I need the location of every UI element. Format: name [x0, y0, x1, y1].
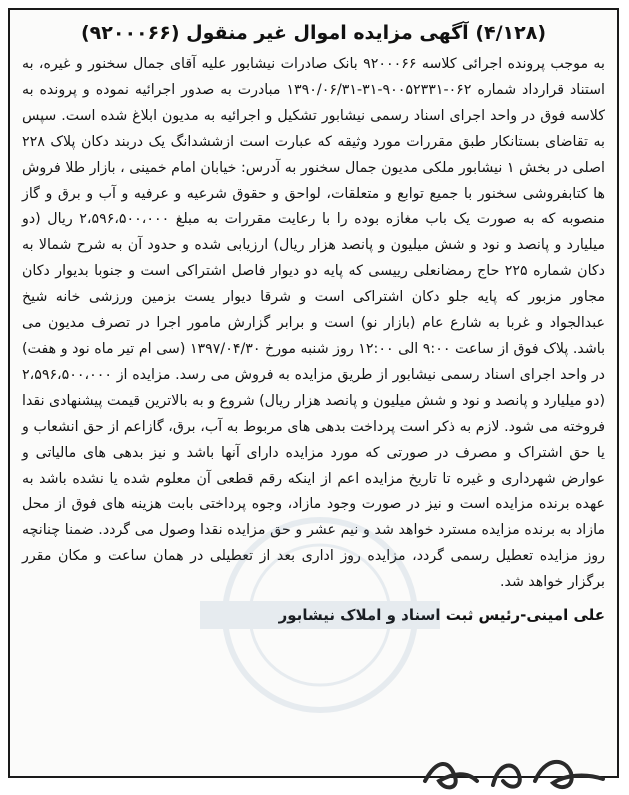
- auction-notice: [8, 8, 619, 778]
- notice-title: (۴/۱۲۸) آگهی مزایده اموال غیر منقول (۹۲۰۰۰۶۶): [80, 22, 547, 44]
- handwritten-number-mark: [415, 751, 615, 795]
- notice-body: به موجب پرونده اجرائی کلاسه ۹۲۰۰۰۶۶ بانک صادرات نیشابور علیه آقای جمال سخنور و غیره، به استناد قرارداد شماره ۰۶۲-۹۰۰۵۲۳۳۱-۳۱-۱۳۹۰/۰۶/۳۱ مبادرت به صدور اجرائیه نموده و پرونده به کلاسه فوق در واحد اجرای اسناد رسمی نیشابور تشکیل و اجرائیه به مدیون ابلاغ شده است. سپس به تقاضای بستانکار طبق مقررات مورد وثیقه که عبارت است ازششدانگ یک دربند دکان پلاک ۲۲۸ اصلی در بخش ۱ نیشابور ملکی مدیون جمال سخنور به آدرس: خیابان امام خمینی ، بازار طلا فروش ها کتابفروشی سخنور با جمیع توابع و متعلقات، لواحق و حقوق شرعیه و عرفیه و آب و برق و گاز منصوبه که به صورت یک باب مغازه بوده را با رعایت مقررات به مبلغ ۲،۵۹۶،۵۰۰،۰۰۰ ریال (دو میلیارد و پانصد و نود و شش میلیون و پانصد هزار ریال) ارزیابی شده و حدود آن به شرح شمالا به دکان شماره ۲۲۵ حاج رمضانعلی رییسی که پایه دو دیوار فاصل اشتراکی است و جنوبا بدیوار دکان مجاور مزبور که پایه جلو دکان اشتراکی است و شرقا دیوار یست بزمین ورزشی خانه شیخ عبدالجواد و غربا به شارع عام (بازار نو) است و برابر گزارش مامور اجرا در تصرف مدیون می باشد. پلاک فوق از ساعت ۹:۰۰ الی ۱۲:۰۰ روز شنبه مورخ ۱۳۹۷/۰۴/۳۰ (سی ام تیر ماه نود و هفت) در واحد اجرای اسناد رسمی نیشابور از طریق مزایده به فروش می رسد. مزایده از ۲،۵۹۶،۵۰۰،۰۰۰ (دو میلیارد و پانصد و نود و شش میلیون و پانصد هزار ریال) شروع و به بالاترین قیمت پیشنهادی نقدا فروخته می شود. لازم به ذکر است پرداخت بدهی های مربوط به آب، برق، گازاعم از حق انشعاب و یا حق اشتراک و مصرف در صورتی که مورد مزایده دارای آنها باشد و نیز بدهی های مالیاتی و عوارض شهرداری و غیره تا تاریخ مزایده اعم از اینکه رقم قطعی آن معلوم شده یا نشده باشد به عهده برنده مزایده است و نیز در صورت وجود مازاد، وجوه پرداختی بابت هزینه های فوق از محل مازاد به برنده مزایده مسترد خواهد شد و نیم عشر و حق مزایده نقدا وصول می گردد. ضمنا چنانچه روز مزایده تعطیل رسمی گردد، مزایده روز اداری بعد از تعطیلی در همان ساعت و مکان مقرر برگزار خواهد شد.: [22, 56, 606, 591]
- notice-signature: علی امینی-رئیس ثبت اسناد و املاک نیشابور: [278, 606, 605, 625]
